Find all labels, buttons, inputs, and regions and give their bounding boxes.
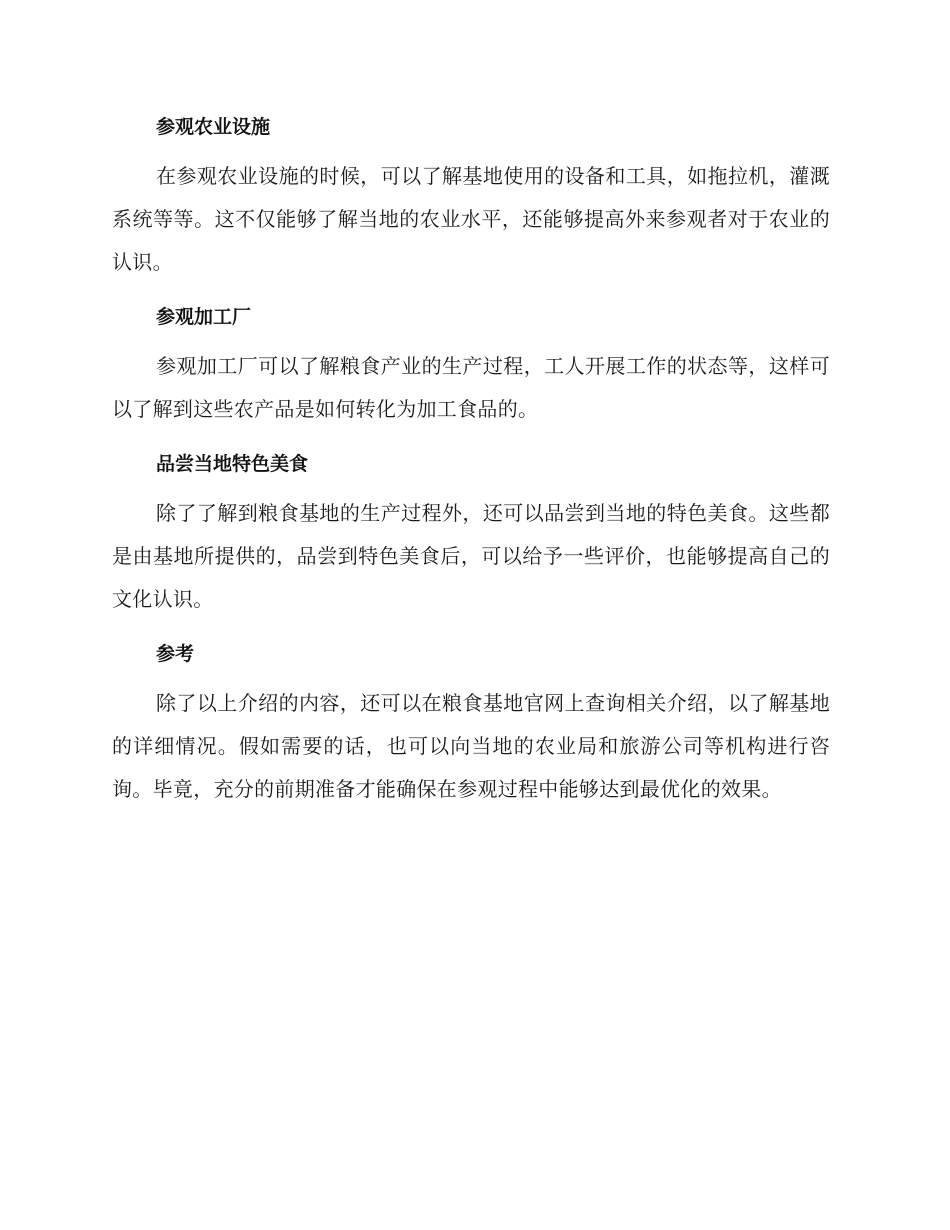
section-local-food	[112, 447, 830, 621]
section-heading: 参观农业设施	[156, 116, 271, 138]
section-paragraph: 在参观农业设施的时候，可以了解基地使用的设备和工具，如拖拉机，灌溉系统等等。这不仅能够了解当地的农业水平，还能够提高外来参观者对于农业的认识。	[112, 164, 830, 274]
section-heading: 品尝当地特色美食	[156, 453, 309, 475]
section-heading: 参考	[156, 643, 195, 665]
section-facilities	[112, 110, 830, 284]
section-factory	[112, 300, 830, 431]
section-paragraph: 参观加工厂可以了解粮食产业的生产过程，工人开展工作的状态等，这样可以了解到这些农产品是如何转化为加工食品的。	[112, 354, 830, 421]
section-heading: 参观加工厂	[156, 306, 252, 328]
section-reference	[112, 637, 830, 811]
document-content	[112, 110, 830, 827]
section-paragraph: 除了了解到粮食基地的生产过程外，还可以品尝到当地的特色美食。这些都是由基地所提供的，品尝到特色美食后，可以给予一些评价，也能够提高自己的文化认识。	[112, 501, 830, 611]
section-paragraph: 除了以上介绍的内容，还可以在粮食基地官网上查询相关介绍，以了解基地的详细情况。假如需要的话，也可以向当地的农业局和旅游公司等机构进行咨询。毕竟，充分的前期准备才能确保在参观过程中能够达到最优化的效果。	[112, 691, 830, 801]
